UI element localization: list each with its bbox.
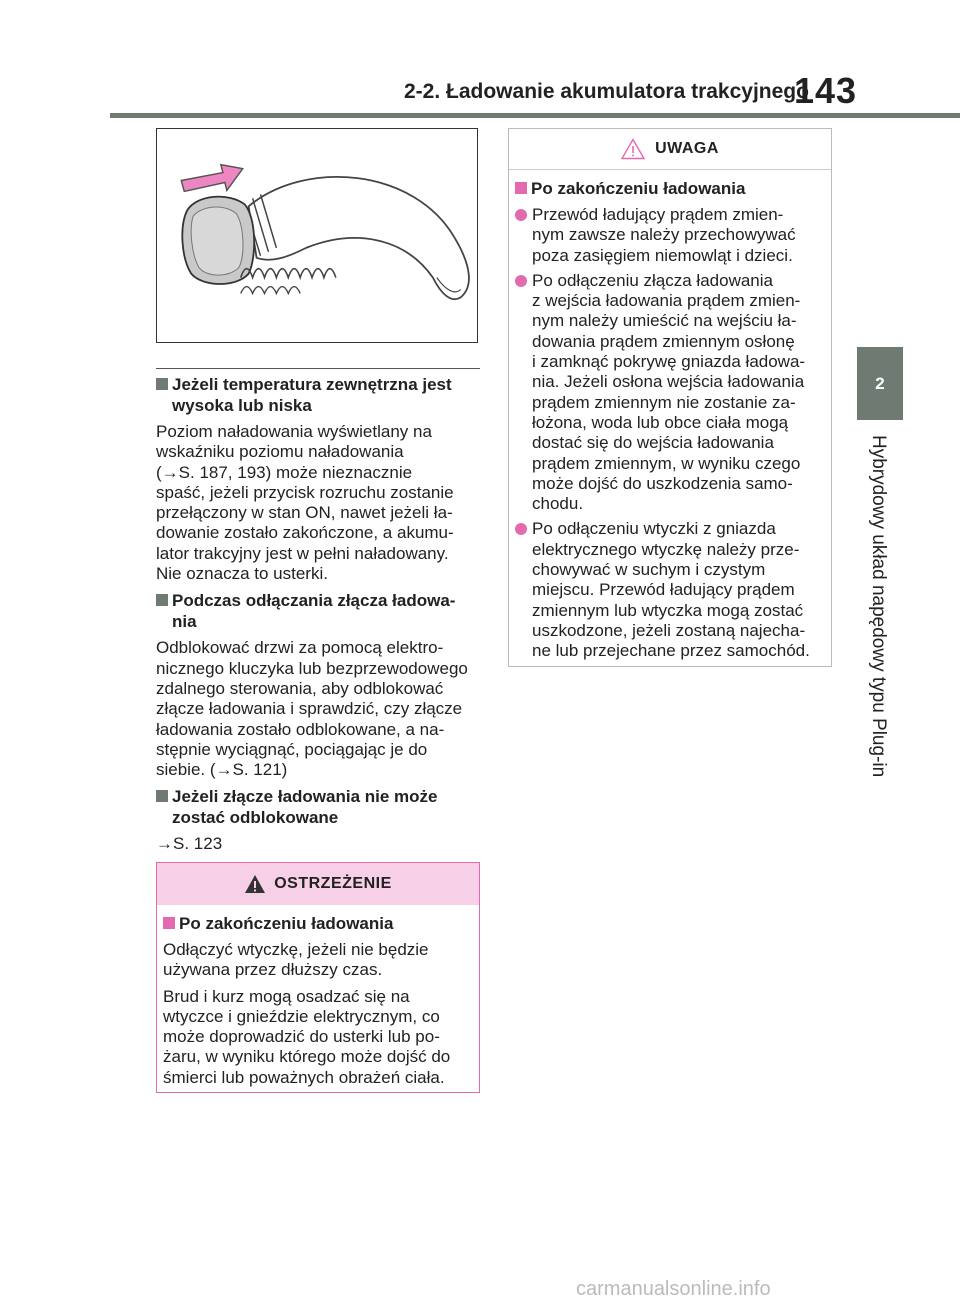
chapter-tab-number: 2 <box>875 373 885 393</box>
warning-triangle-icon <box>244 874 266 894</box>
body-line: przełączony w stan ON, nawet jeżeli ła- <box>156 503 453 523</box>
body-line: Odblokować drzwi za pomocą elektro- <box>156 638 444 658</box>
title-line: Podczas odłączania złącza ładowa- <box>172 591 456 611</box>
page-number: 143 <box>794 70 858 111</box>
body-line: nym należy umieścić na wejściu ła- <box>532 311 797 331</box>
body-line: z wejścia ładowania prądem zmien- <box>532 291 801 311</box>
section-cannot-unlock-body <box>156 834 482 854</box>
body-line: uszkodzone, jeżeli zostaną najecha- <box>532 620 806 640</box>
body-line: ne lub przejechane przez samochód. <box>532 641 810 661</box>
connector-handle <box>249 177 469 299</box>
body-line: dostać się do wejścia ładowania <box>532 433 774 453</box>
body-line: zmiennym lub wtyczka mogą zostać <box>532 600 804 620</box>
title-line: Jeżeli złącze ładowania nie może <box>172 787 438 807</box>
notice-bullet <box>515 205 825 266</box>
body-line: nia. Jeżeli osłona wejścia ładowania <box>532 372 805 392</box>
charging-connector-illustration <box>156 128 478 343</box>
section-disconnecting <box>156 590 482 780</box>
body-line: nym zawsze należy przechowywać <box>532 225 796 245</box>
body-line: spaść, jeżeli przycisk rozruchu zostanie <box>156 482 454 502</box>
body-line: lator trakcyjny jest w pełni naładowany. <box>156 543 449 563</box>
notice-body <box>509 170 831 662</box>
body-line: ładowania zostało odblokowane, a na- <box>156 719 445 739</box>
notice-box <box>508 128 832 667</box>
chapter-tab[interactable] <box>857 347 903 420</box>
title-line: Jeżeli temperatura zewnętrzna jest <box>172 375 452 394</box>
body-line: Po odłączeniu złącza ładowania <box>532 270 773 290</box>
body-line: Nie oznacza to usterki. <box>156 564 328 584</box>
body-line: stępnie wyciągnąć, pociągając je do <box>156 739 428 759</box>
warning-box <box>156 862 480 1093</box>
body-line: Poziom naładowania wyświetlany na <box>156 422 432 441</box>
body-line: śmierci lub poważnych obrażeń ciała. <box>163 1067 445 1087</box>
body-line: poza zasięgiem niemowląt i dzieci. <box>532 245 793 265</box>
body-line: prądem zmiennym nie zostanie za- <box>532 392 796 412</box>
pull-direction-arrow <box>181 165 242 192</box>
plug-head-face <box>191 207 243 275</box>
page-header-title: 2-2. Ładowanie akumulatora trakcyjnego <box>404 80 809 103</box>
body-line: nicznego kluczyka lub bezprzewodowego <box>156 658 468 678</box>
notice-bullet <box>515 519 825 661</box>
section-cannot-unlock <box>156 786 482 854</box>
body-line: Odłączyć wtyczkę, jeżeli nie będzie <box>163 940 429 959</box>
body-line: chodu. <box>532 494 584 514</box>
body-line: (→S. 187, 193) może nieznacznie <box>156 462 413 482</box>
title-line: zostać odblokowane <box>172 808 339 828</box>
body-line: dowania prądem zmiennym osłonę <box>532 331 795 351</box>
section-disconnecting-title <box>156 590 482 632</box>
section-temperature-title <box>156 374 482 416</box>
warning-heading: OSTRZEŻENIE <box>274 875 392 892</box>
body-line: dowanie zostało zakończone, a akumu- <box>156 523 454 543</box>
charging-connector-drawing <box>157 129 477 342</box>
body-line: łożona, woda lub obce ciała mogą <box>532 412 789 432</box>
title-line: nia <box>172 612 197 632</box>
body-line: chowywać w suchym i czystym <box>532 560 766 580</box>
body-line: wtyczce i gnieździe elektrycznym, co <box>163 1006 440 1026</box>
title-line: wysoka lub niska <box>172 396 312 415</box>
notice-bullet <box>515 271 825 515</box>
page-reference-link[interactable]: →S. 123 <box>156 834 223 854</box>
cable-coil <box>241 269 336 278</box>
section-temperature <box>156 374 482 584</box>
body-line: Brud i kurz mogą osadzać się na <box>163 986 410 1006</box>
body-line: prądem zmiennym, w wyniku czego <box>532 453 801 473</box>
watermark-text: carmanualsonline.info <box>576 1278 771 1300</box>
body-line: i zamknąć pokrywę gniazda ładowa- <box>532 352 806 372</box>
section-disconnecting-body <box>156 638 482 780</box>
header-rule <box>110 113 960 118</box>
notice-heading: UWAGA <box>655 140 719 157</box>
body-line: używana przez dłuższy czas. <box>163 960 383 980</box>
notice-header <box>509 129 831 170</box>
section-cannot-unlock-title <box>156 786 482 828</box>
body-line: może doprowadzić do usterki lub po- <box>163 1027 440 1047</box>
body-line: Przewód ładujący prądem zmien- <box>532 205 784 224</box>
left-column <box>156 374 482 861</box>
warning-body <box>157 905 479 1088</box>
warning-subtitle: Po zakończeniu ładowania <box>163 913 473 934</box>
body-line: elektrycznego wtyczkę należy prze- <box>532 539 800 559</box>
caution-triangle-icon <box>621 138 645 160</box>
body-line: siebie. (→S. 121) <box>156 760 288 780</box>
body-line: złącze ładowania i sprawdzić, czy złącze <box>156 699 463 719</box>
body-line: może dojść do uszkodzenia samo- <box>532 473 793 493</box>
body-line: zdalnego sterowania, aby odblokować <box>156 678 444 698</box>
body-line: wskaźniku poziomu naładowania <box>156 442 404 462</box>
notice-subtitle: Po zakończeniu ładowania <box>515 178 825 199</box>
warning-paragraph <box>163 940 473 981</box>
section-temperature-body <box>156 422 482 584</box>
body-line: żaru, w wyniku którego może dojść do <box>163 1047 451 1067</box>
body-line: miejscu. Przewód ładujący prądem <box>532 580 795 600</box>
left-column-rule <box>156 368 480 369</box>
chapter-caption: Hybrydowy układ napędowy typu Plug-in <box>868 435 889 778</box>
body-line: Po odłączeniu wtyczki z gniazda <box>532 519 776 539</box>
warning-header <box>157 863 479 905</box>
warning-paragraph <box>163 987 473 1088</box>
cable-coil-lower <box>241 287 300 294</box>
